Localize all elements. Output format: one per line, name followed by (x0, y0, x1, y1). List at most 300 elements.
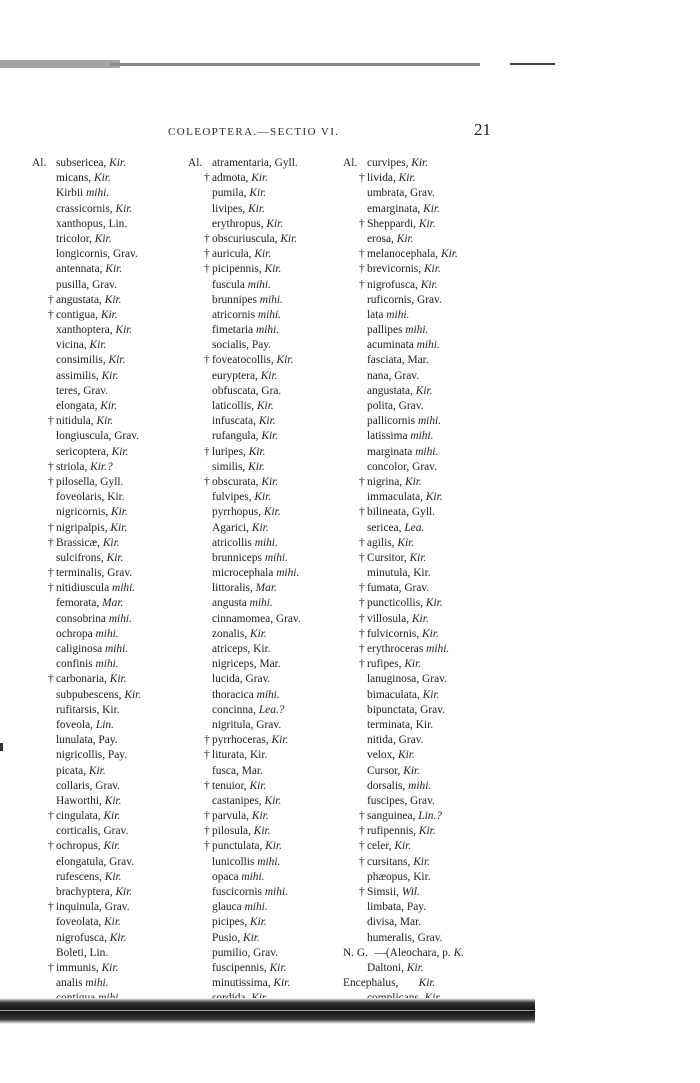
species-epithet: castanipes, (212, 794, 265, 807)
species-name (56, 855, 134, 870)
species-name (56, 202, 132, 217)
dagger-mark: † (48, 810, 54, 823)
species-epithet: Brassicæ, (56, 536, 103, 549)
species-epithet: Agarici, (212, 521, 252, 534)
dagger-mark: † (204, 825, 210, 838)
species-epithet: lucida, Grav. (212, 673, 271, 686)
species-epithet: glauca (212, 901, 245, 914)
species-epithet: angusta (212, 597, 250, 610)
authority: Kir. (265, 840, 282, 853)
authority: Kir. (260, 369, 278, 382)
species-name (367, 870, 431, 885)
species-name (212, 688, 280, 703)
dagger-mark: † (48, 582, 54, 595)
authority: Kir. (94, 232, 112, 245)
species-epithet: subpubescens, (56, 688, 125, 701)
species-epithet: pumila, (212, 187, 250, 200)
species-name (367, 293, 442, 308)
authority: mihi. (85, 977, 109, 990)
authority: mihi. (108, 612, 132, 625)
authority: Kir. (413, 855, 430, 868)
species-epithet: atramentaria, Gyll. (212, 157, 298, 169)
dagger-mark: † (204, 445, 210, 458)
authority: mihi. (257, 308, 281, 321)
authority: mihi. (426, 643, 450, 655)
species-name (367, 733, 424, 748)
species-epithet: caliginosa (56, 643, 106, 655)
authority: Kir. (422, 688, 440, 701)
top-scan-rule (110, 63, 480, 66)
species-epithet: thoracica (212, 688, 257, 701)
species-name (56, 156, 126, 171)
dagger-mark: † (48, 415, 54, 428)
authority: mihi. (276, 567, 300, 580)
species-name (212, 278, 271, 293)
species-epithet: similis, (212, 460, 249, 473)
species-name (367, 232, 414, 247)
species-epithet: limbata, Pay. (367, 901, 427, 914)
species-epithet: marginata (367, 445, 416, 458)
species-epithet: erythropus, (212, 217, 267, 230)
species-name (367, 278, 438, 293)
species-epithet: minutissima, (212, 977, 274, 990)
species-name (56, 581, 135, 596)
species-name (367, 627, 439, 642)
dagger-mark: † (48, 901, 54, 914)
species-epithet: tricolor, (56, 232, 95, 245)
species-epithet: phæopus, Kir. (367, 870, 431, 883)
species-epithet: punctulata, (212, 840, 266, 853)
species-epithet: foveatocollis, (212, 354, 277, 367)
species-epithet: consobrina (56, 612, 109, 625)
authority: Kir. (96, 415, 114, 428)
authority: Kir. (249, 187, 267, 200)
dagger-mark: † (204, 475, 210, 488)
authority: Lea.? (258, 703, 285, 716)
species-epithet: contigua, (56, 308, 101, 321)
species-epithet: agilis, (367, 536, 398, 549)
species-name (56, 490, 125, 505)
species-name (212, 445, 265, 460)
authority: Kir. (406, 961, 424, 974)
species-name (212, 718, 281, 733)
authority: Kir. (256, 400, 274, 412)
authority: mihi. (247, 278, 271, 291)
species-epithet: collaris, Grav. (56, 779, 121, 792)
species-name (212, 551, 288, 566)
dagger-mark: † (359, 248, 365, 261)
species-name (212, 156, 298, 171)
species-name (367, 596, 443, 611)
species-epithet: infuscata, (212, 415, 259, 428)
authority: Kir. (418, 217, 436, 230)
species-epithet: fulvipes, (212, 491, 255, 504)
species-epithet: puncticollis, (367, 597, 426, 610)
species-name (367, 536, 414, 551)
species-epithet: brevicornis, (367, 263, 424, 276)
species-epithet: fasciata, Mar. (367, 354, 429, 367)
authority: mihi. (264, 551, 288, 564)
species-epithet: obscurata, (212, 475, 262, 488)
species-epithet: minutula, Kir. (367, 567, 431, 580)
species-epithet: cingulata, (56, 810, 104, 823)
species-name (56, 171, 111, 186)
species-epithet: xanthoptera, (56, 324, 116, 337)
species-epithet: erythroceras (367, 643, 427, 655)
species-epithet: laticollis, (212, 400, 257, 412)
authority: Kir. (109, 157, 126, 169)
species-epithet: cursitans, (367, 855, 414, 868)
species-name (212, 505, 281, 520)
species-epithet: bipunctata, Grav. (367, 703, 446, 716)
species-name (56, 247, 138, 262)
species-epithet: villosula, (367, 612, 412, 625)
authority: Kir. (396, 232, 414, 245)
species-epithet: foveolaris, Kir. (56, 491, 125, 504)
species-name (212, 171, 268, 186)
authority: Kir. (254, 248, 272, 261)
authority: Kir. (251, 521, 269, 534)
species-epithet: nigrina, (367, 475, 405, 488)
species-epithet: carbonaria, (56, 673, 110, 686)
species-name (367, 369, 419, 384)
species-epithet: Cursitor, (367, 551, 410, 564)
species-epithet: nigripalpis, (56, 521, 111, 534)
dagger-mark: † (359, 475, 365, 488)
species-epithet: angustata, (367, 384, 416, 397)
species-epithet: Cursor, (367, 764, 404, 777)
species-name (367, 460, 437, 475)
species-name (367, 156, 428, 171)
species-epithet: parvula, (212, 810, 252, 823)
species-name (367, 915, 421, 930)
species-name (56, 839, 120, 854)
authority: Kir. (394, 840, 412, 853)
species-name (367, 961, 424, 976)
species-epithet: inquinula, Grav. (56, 901, 130, 914)
authority: Kir. (102, 536, 120, 549)
dagger-mark: † (359, 855, 365, 868)
species-name (367, 202, 440, 217)
species-epithet: subsericea, (56, 157, 110, 169)
species-epithet: nitida, Grav. (367, 734, 424, 747)
authority: Kir. (115, 324, 133, 337)
dagger-mark: † (204, 749, 210, 762)
species-epithet: admota, (212, 172, 252, 185)
species-name (56, 946, 108, 961)
dagger-mark: † (359, 278, 365, 291)
species-epithet: rufipes, (367, 658, 405, 671)
species-name (212, 338, 271, 353)
dagger-mark: † (204, 354, 210, 367)
species-epithet: confinis (56, 658, 96, 671)
species-name (375, 946, 465, 961)
species-name (56, 353, 125, 368)
species-epithet: fuscula (212, 278, 248, 291)
species-epithet: euryptera, (212, 369, 261, 382)
species-name (212, 475, 278, 490)
species-name (212, 581, 277, 596)
species-name (212, 961, 286, 976)
species-name (367, 642, 449, 657)
authority: Mar. (102, 597, 124, 610)
species-name (212, 247, 271, 262)
species-name (56, 460, 113, 475)
species-epithet: latissima (367, 430, 411, 443)
dagger-mark: † (204, 248, 210, 261)
species-epithet: elongata, (56, 400, 101, 412)
species-name (56, 596, 123, 611)
authority: Kir. (258, 415, 276, 428)
species-epithet: terminata, Kir. (367, 718, 434, 731)
species-name (212, 384, 281, 399)
authority: Kir. (249, 779, 267, 792)
species-name (367, 505, 435, 520)
species-name (56, 566, 132, 581)
species-name (367, 657, 421, 672)
species-name (212, 885, 288, 900)
species-epithet: Pusio, (212, 931, 244, 944)
dagger-mark: † (359, 658, 365, 671)
species-epithet: nigriceps, Mar. (212, 658, 281, 671)
species-epithet: vicina, (56, 339, 90, 352)
species-name (56, 718, 114, 733)
authority: Kir. (109, 931, 127, 944)
species-name (367, 414, 441, 429)
species-epithet: femorata, (56, 597, 103, 610)
species-name (212, 521, 269, 536)
species-epithet: nigrofusca, (367, 278, 421, 291)
authority: mihi. (256, 688, 280, 701)
species-name (212, 870, 265, 885)
authority: Kir. (110, 521, 128, 534)
dagger-mark: † (204, 779, 210, 792)
dagger-mark: † (48, 460, 54, 473)
species-name (212, 429, 278, 444)
species-epithet: rufescens, (56, 870, 105, 883)
species-name (367, 931, 443, 946)
species-epithet: brachyptera, (56, 886, 116, 898)
species-name (367, 809, 442, 824)
species-name (56, 900, 130, 915)
dagger-mark: † (359, 172, 365, 185)
dagger-mark: † (359, 597, 365, 610)
authority: mihi. (86, 187, 110, 200)
species-name (56, 232, 112, 247)
authority: mihi. (255, 324, 280, 337)
top-scan-rule (510, 63, 555, 65)
authority: Mar. (255, 582, 277, 595)
authority: Kir. (271, 734, 289, 747)
species-name (56, 186, 109, 201)
authority: K. (453, 946, 465, 959)
authority: Kir. (397, 536, 415, 549)
species-name (367, 703, 445, 718)
dagger-mark: † (204, 263, 210, 276)
authority: Kir. (411, 612, 429, 625)
authority: Kir.? (90, 460, 113, 473)
species-name (56, 293, 122, 308)
species-name (56, 429, 139, 444)
authority: mihi. (259, 293, 283, 306)
species-epithet: Sheppardi, (367, 217, 419, 230)
authority: mihi. (405, 324, 429, 337)
species-name (212, 399, 274, 414)
species-epithet: pallicornis (367, 415, 418, 428)
authority: Kir. (404, 658, 422, 671)
authority: Kir. (261, 430, 279, 443)
species-name (367, 445, 438, 460)
species-name (212, 202, 265, 217)
genus-prefix: Al. (343, 157, 358, 169)
species-epithet: fumata, Grav. (367, 582, 430, 595)
species-epithet: acuminata (367, 339, 417, 352)
authority: Kir. (88, 764, 106, 777)
species-name (367, 429, 433, 444)
species-name (56, 551, 123, 566)
species-name (212, 809, 269, 824)
species-epithet: littoralis, (212, 582, 256, 595)
species-epithet: concolor, Grav. (367, 460, 437, 473)
species-name (56, 521, 127, 536)
species-epithet: fuscicornis (212, 886, 265, 898)
authority: Kir. (109, 673, 127, 686)
authority: Kir. (264, 263, 282, 276)
species-name (367, 171, 415, 186)
species-name (367, 338, 440, 353)
authority: Kir. (264, 794, 282, 807)
species-name (367, 900, 426, 915)
authority: Kir. (423, 263, 441, 276)
authority: Kir. (104, 916, 121, 929)
species-epithet: nitidiuscula (56, 582, 112, 595)
species-epithet: brunnipes (212, 293, 260, 306)
species-name (212, 764, 263, 779)
authority: Kir. (115, 202, 133, 215)
species-name (367, 323, 428, 338)
species-epithet: picipes, (212, 916, 250, 929)
species-epithet: striola, (56, 460, 91, 473)
species-name (367, 384, 433, 399)
species-name (56, 657, 119, 672)
species-name (367, 885, 420, 900)
species-epithet: sanguinea, (367, 810, 419, 823)
species-name (212, 642, 271, 657)
species-name (212, 596, 273, 611)
species-name (56, 612, 132, 627)
authority: Kir. (273, 977, 291, 990)
authority: Wil. (401, 886, 420, 898)
species-name (212, 323, 279, 338)
authority: mihi. (257, 855, 281, 868)
species-name (367, 308, 409, 323)
species-name (56, 384, 108, 399)
species-name (212, 262, 281, 277)
species-epithet: analis (56, 977, 86, 990)
species-epithet: angustata, (56, 293, 105, 306)
species-name (212, 353, 293, 368)
species-name (56, 505, 128, 520)
species-epithet: auricula, (212, 248, 255, 261)
authority: Kir. (106, 551, 124, 564)
species-name (367, 779, 431, 794)
species-name (367, 247, 458, 262)
species-name (367, 688, 439, 703)
authority: Kir. (420, 278, 438, 291)
species-epithet: fimetaria (212, 324, 256, 337)
species-epithet: sericoptera, (56, 445, 112, 458)
authority: Kir. (101, 961, 119, 974)
species-epithet: lanuginosa, Grav. (367, 673, 447, 686)
genus-prefix: Al. (188, 157, 203, 169)
species-name (212, 976, 290, 991)
species-epithet: zonalis, (212, 627, 250, 640)
species-name (367, 475, 422, 490)
species-epithet: nana, Grav. (367, 369, 420, 382)
species-name (56, 915, 121, 930)
authority: Kir. (248, 445, 266, 458)
species-name (367, 490, 443, 505)
species-epithet: microcephala (212, 567, 277, 580)
species-name (367, 581, 429, 596)
species-epithet: pyrrhoceras, (212, 734, 272, 747)
species-name (56, 870, 122, 885)
species-name (56, 369, 118, 384)
authority: mihi. (415, 445, 439, 458)
species-name (212, 931, 260, 946)
species-name (212, 779, 266, 794)
species-epithet: foveolata, (56, 916, 105, 929)
species-epithet: pumilio, Grav. (212, 946, 279, 959)
species-name (212, 217, 283, 232)
authority: mihi. (244, 901, 268, 914)
species-name (212, 900, 268, 915)
species-epithet: sericea, (367, 521, 405, 534)
dagger-mark: † (359, 506, 365, 519)
species-epithet: bimaculata, (367, 688, 423, 701)
species-epithet: foveola, (56, 718, 96, 731)
dagger-mark: † (359, 810, 365, 823)
species-name (56, 779, 120, 794)
authority: Kir. (253, 825, 271, 838)
genus-prefix: N. G. (343, 946, 368, 959)
authority: mihi. (417, 415, 442, 428)
species-epithet: celer, (367, 840, 395, 853)
species-epithet: nigricornis, (56, 506, 112, 519)
authority: mihi. (408, 779, 432, 792)
species-name (56, 748, 127, 763)
species-epithet: velox, (367, 749, 399, 762)
authority: Lin. (95, 718, 114, 731)
authority: Kir. (415, 384, 433, 397)
dagger-mark: † (359, 217, 365, 230)
authority: Kir. (105, 263, 123, 276)
species-epithet: crassicornis, (56, 202, 116, 215)
dagger-mark: † (48, 308, 54, 321)
bottom-scan-band (0, 998, 535, 1024)
species-epithet: picata, (56, 764, 89, 777)
species-epithet: dorsalis, (367, 779, 409, 792)
species-epithet: Haworthi, (56, 794, 105, 807)
authority: Kir. (398, 749, 415, 762)
species-epithet: fulvicornis, (367, 627, 423, 640)
dagger-mark: † (48, 961, 54, 974)
authority: Kir. (263, 506, 281, 519)
species-name (212, 794, 281, 809)
dagger-mark: † (359, 263, 365, 276)
species-name (367, 551, 426, 566)
species-epithet: immunis, (56, 961, 102, 974)
